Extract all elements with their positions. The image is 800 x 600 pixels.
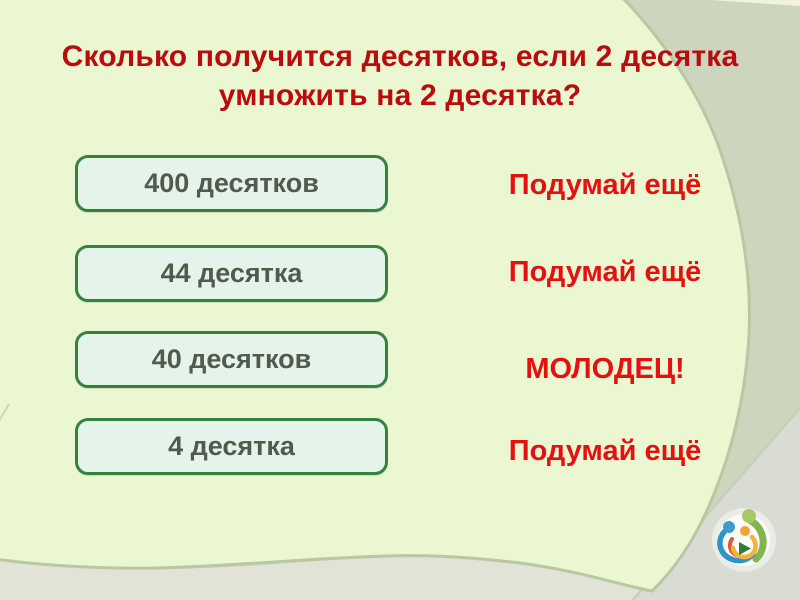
question-title [30, 37, 770, 115]
logo-green-head [742, 509, 756, 523]
feedback-label-1: Подумай ещё [508, 169, 702, 201]
question-line-1: Сколько получится десятков, если 2 десятка [61, 40, 739, 73]
answer-button-4-desyatka[interactable]: 4 десятка [75, 418, 388, 475]
logo-blue-head [723, 521, 735, 533]
feedback-label-2: Подумай ещё [508, 256, 702, 288]
people-circle-logo-icon [707, 503, 779, 575]
logo-orange-head [740, 526, 750, 536]
answer-button-40-desyatkov[interactable]: 40 десятков [75, 331, 388, 388]
feedback-label-correct: МОЛОДЕЦ! [525, 353, 685, 385]
question-line-2: умножить на 2 десятка? [218, 79, 582, 112]
feedback-label-4: Подумай ещё [508, 435, 702, 467]
answer-button-400-desyatkov[interactable]: 400 десятков [75, 155, 388, 212]
answer-button-44-desyatka[interactable]: 44 десятка [75, 245, 388, 302]
